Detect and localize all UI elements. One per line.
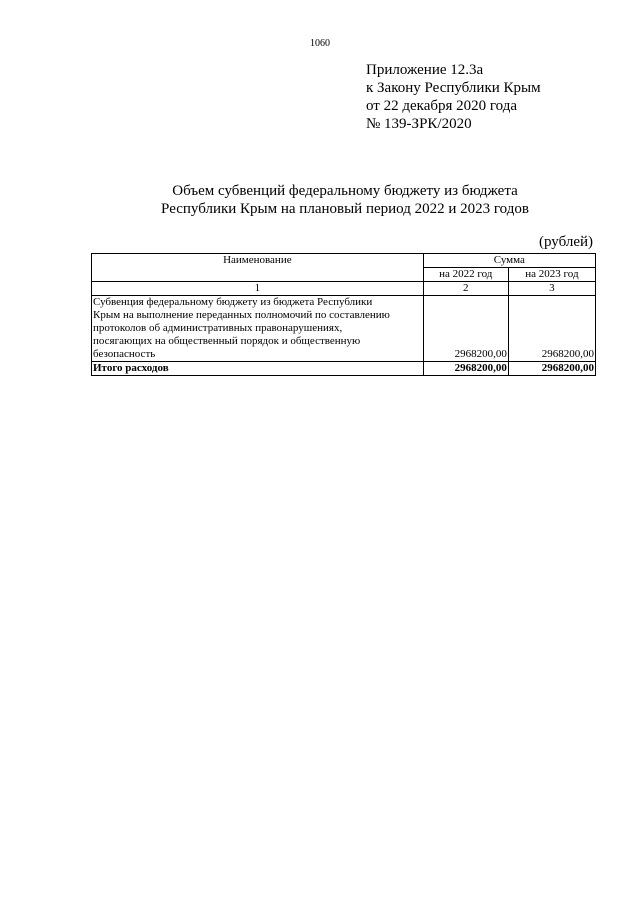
total-row — [92, 362, 596, 376]
row-name-line: протоколов об административных правонарушениях, — [93, 322, 343, 334]
budget-table — [91, 253, 596, 376]
column-number: 1 — [92, 282, 424, 296]
table-header-row — [92, 254, 596, 268]
total-label: Итого расходов — [92, 362, 424, 376]
table-row — [92, 296, 596, 362]
appendix-line: Приложение 12.3а — [366, 62, 484, 78]
column-number: 2 — [423, 282, 508, 296]
row-name-line: Крым на выполнение переданных полномочий по составлению — [93, 309, 390, 321]
appendix-line: от 22 декабря 2020 года — [366, 98, 518, 114]
column-number: 3 — [508, 282, 595, 296]
appendix-block — [366, 61, 541, 133]
header-year-2022: на 2022 год — [423, 268, 508, 282]
row-name-line: безопасность — [93, 348, 156, 360]
document-title — [0, 182, 640, 218]
units-label: (рублей) — [539, 234, 594, 250]
row-value-2022: 2968200,00 — [423, 296, 508, 362]
row-value-2023: 2968200,00 — [508, 296, 595, 362]
total-value-2022: 2968200,00 — [423, 362, 508, 376]
page-number: 1060 — [310, 38, 330, 49]
header-sum: Сумма — [423, 254, 595, 268]
appendix-line: № 139-ЗРК/2020 — [366, 116, 472, 132]
row-name-line: посягающих на общественный порядок и общественную — [93, 335, 361, 347]
title-line: Объем субвенций федеральному бюджету из бюджета — [172, 183, 518, 199]
title-line: Республики Крым на плановый период 2022 и 2023 годов — [161, 201, 529, 217]
appendix-line: к Закону Республики Крым — [366, 80, 541, 96]
header-year-2023: на 2023 год — [508, 268, 595, 282]
row-name — [92, 296, 424, 362]
header-name: Наименование — [92, 254, 424, 282]
total-value-2023: 2968200,00 — [508, 362, 595, 376]
column-number-row — [92, 282, 596, 296]
row-name-line: Субвенция федеральному бюджету из бюджета Республики — [93, 296, 373, 308]
